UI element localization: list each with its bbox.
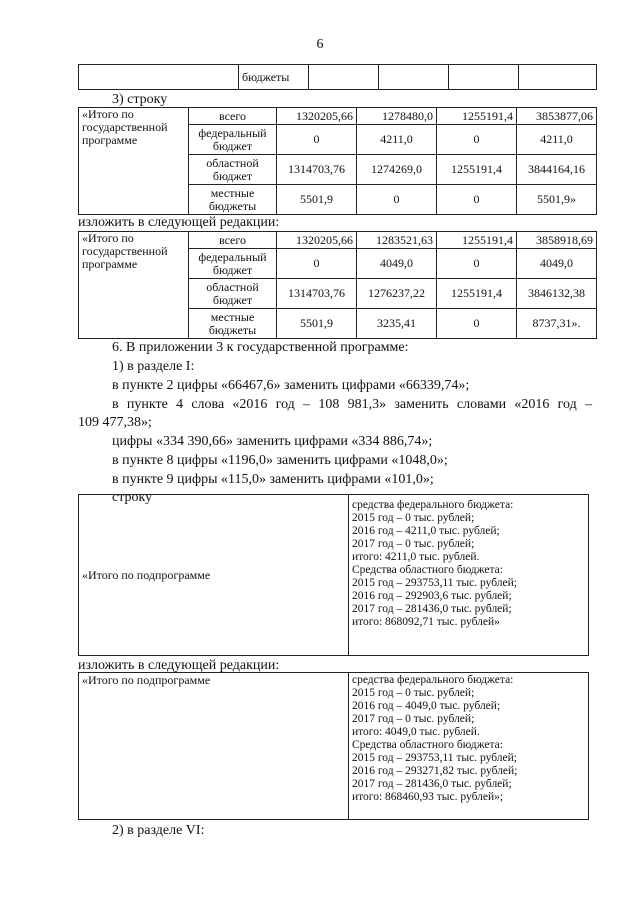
fragment-cell — [449, 65, 519, 90]
subprogram-title-old: «Итого по подпрограмме — [79, 495, 349, 656]
izlozhit-label-2: изложить в следующей редакции: — [78, 658, 280, 673]
funding-line: средства федерального бюджета: — [352, 674, 514, 686]
para-line: 6. В приложении 3 к государственной программе: — [112, 340, 409, 355]
izlozhit-label-1: изложить в следующей редакции: — [78, 215, 280, 230]
value-cell: 1255191,4 — [437, 279, 517, 309]
table-fragment-top — [78, 64, 597, 90]
row-label: всего — [189, 232, 277, 249]
para-line: 1) в разделе I: — [112, 359, 195, 374]
para-line: в пункте 9 цифры «115,0» заменить цифрами «101,0»; — [112, 472, 434, 487]
funding-line: итого: 868460,93 тыс. рублей»; — [352, 791, 504, 803]
value-cell: 1276237,22 — [357, 279, 437, 309]
value-cell: 5501,9» — [517, 185, 597, 215]
funding-line: 2016 год – 4049,0 тыс. рублей; — [352, 700, 501, 712]
funding-line: 2017 год – 281436,0 тыс. рублей; — [352, 778, 512, 790]
para-line: в пункте 8 цифры «1196,0» заменить цифрами «1048,0»; — [112, 453, 448, 468]
funding-line: 2017 год – 0 тыс. рублей; — [352, 538, 475, 550]
para-line: строку — [112, 490, 153, 505]
table-subprogram-new — [78, 672, 589, 820]
value-cell: 1314703,76 — [277, 155, 357, 185]
row-label: местные бюджеты — [189, 185, 277, 215]
table-subprogram-old — [78, 494, 589, 656]
value-cell: 1255191,4 — [437, 108, 517, 125]
para-line: цифры «334 390,66» заменить цифрами «334 886,74»; — [112, 434, 433, 449]
value-cell: 8737,31». — [517, 309, 597, 339]
value-cell: 1274269,0 — [357, 155, 437, 185]
value-cell: 3858918,69 — [517, 232, 597, 249]
value-cell: 0 — [357, 185, 437, 215]
funding-line: 2017 год – 281436,0 тыс. рублей; — [352, 603, 512, 615]
value-cell: 3846132,38 — [517, 279, 597, 309]
funding-line: 2015 год – 293753,11 тыс. рублей; — [352, 577, 517, 589]
para-line: 109 477,38»; — [78, 415, 152, 430]
value-cell: 0 — [437, 249, 517, 279]
final-line: 2) в разделе VI: — [112, 823, 205, 838]
value-cell: 1278480,0 — [357, 108, 437, 125]
subprogram-funding-old — [349, 495, 589, 656]
value-cell: 0 — [437, 309, 517, 339]
value-cell: 5501,9 — [277, 309, 357, 339]
row-label: областной бюджет — [189, 279, 277, 309]
value-cell: 1255191,4 — [437, 155, 517, 185]
para-line: в пункте 4 слова «2016 год – 108 981,3» заменить словами «2016 год – — [112, 397, 592, 412]
row-label: всего — [189, 108, 277, 125]
funding-line: Средства областного бюджета: — [352, 739, 503, 751]
program-title-old: «Итого по государственной программе — [79, 108, 189, 215]
fragment-budget-label: бюджеты — [239, 65, 309, 90]
value-cell: 3844164,16 — [517, 155, 597, 185]
value-cell: 3235,41 — [357, 309, 437, 339]
value-cell: 4049,0 — [357, 249, 437, 279]
value-cell: 4211,0 — [517, 125, 597, 155]
funding-line: итого: 4211,0 тыс. рублей. — [352, 551, 480, 563]
stroku-label: 3) строку — [112, 92, 168, 107]
value-cell: 0 — [277, 249, 357, 279]
funding-line: 2016 год – 293271,82 тыс. рублей; — [352, 765, 518, 777]
value-cell: 0 — [437, 125, 517, 155]
subprogram-title-new: «Итого по подпрограмме — [79, 673, 349, 820]
funding-line: итого: 4049,0 тыс. рублей. — [352, 726, 480, 738]
value-cell: 4211,0 — [357, 125, 437, 155]
funding-line: Средства областного бюджета: — [352, 564, 503, 576]
funding-line: 2015 год – 0 тыс. рублей; — [352, 512, 475, 524]
table-program-old — [78, 107, 597, 215]
funding-line: итого: 868092,71 тыс. рублей» — [352, 616, 500, 628]
value-cell: 5501,9 — [277, 185, 357, 215]
funding-line: средства федерального бюджета: — [352, 499, 514, 511]
value-cell: 1320205,66 — [277, 232, 357, 249]
funding-line: 2016 год – 4211,0 тыс. рублей; — [352, 525, 500, 537]
fragment-empty-cell — [79, 65, 239, 90]
funding-line: 2016 год – 292903,6 тыс. рублей; — [352, 590, 512, 602]
row-label: местные бюджеты — [189, 309, 277, 339]
fragment-cell — [309, 65, 379, 90]
row-label: федеральный бюджет — [189, 249, 277, 279]
value-cell: 1255191,4 — [437, 232, 517, 249]
value-cell: 0 — [437, 185, 517, 215]
page-number: 6 — [316, 37, 324, 52]
value-cell: 0 — [277, 125, 357, 155]
funding-line: 2015 год – 293753,11 тыс. рублей; — [352, 752, 517, 764]
fragment-cell — [519, 65, 597, 90]
table-program-new — [78, 231, 597, 339]
value-cell: 4049,0 — [517, 249, 597, 279]
funding-line: 2015 год – 0 тыс. рублей; — [352, 687, 475, 699]
value-cell: 1283521,63 — [357, 232, 437, 249]
value-cell: 1314703,76 — [277, 279, 357, 309]
subprogram-funding-new — [349, 673, 589, 820]
row-label: областной бюджет — [189, 155, 277, 185]
funding-line: 2017 год – 0 тыс. рублей; — [352, 713, 475, 725]
fragment-cell — [379, 65, 449, 90]
value-cell: 1320205,66 — [277, 108, 357, 125]
para-line: в пункте 2 цифры «66467,6» заменить цифрами «66339,74»; — [112, 378, 470, 393]
value-cell: 3853877,06 — [517, 108, 597, 125]
row-label: федеральный бюджет — [189, 125, 277, 155]
program-title-new: «Итого по государственной программе — [79, 232, 189, 339]
